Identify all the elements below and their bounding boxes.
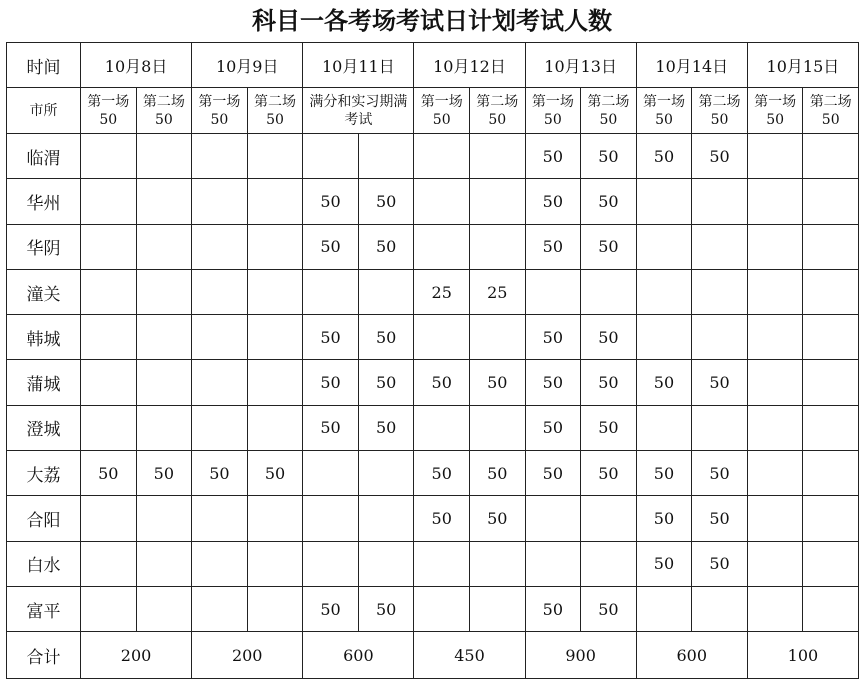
count-cell bbox=[414, 541, 470, 586]
count-cell bbox=[469, 541, 525, 586]
session-header-row bbox=[7, 88, 859, 134]
session-name: 第二场 bbox=[587, 93, 630, 110]
session-name: 第二场 bbox=[142, 93, 185, 110]
count-cell bbox=[358, 451, 414, 496]
count-cell: 50 bbox=[525, 405, 581, 450]
count-cell bbox=[581, 496, 637, 541]
total-cell: 600 bbox=[636, 632, 747, 679]
count-cell bbox=[136, 134, 192, 179]
session-name: 第一场 bbox=[87, 93, 130, 110]
count-cell bbox=[247, 179, 303, 224]
exam-schedule-table bbox=[6, 42, 859, 679]
count-cell bbox=[81, 179, 137, 224]
session-count: 50 bbox=[655, 111, 673, 128]
count-cell bbox=[803, 405, 859, 450]
count-cell: 25 bbox=[469, 269, 525, 314]
table-row bbox=[7, 586, 859, 631]
session-count: 50 bbox=[488, 111, 507, 128]
session-header bbox=[469, 88, 525, 134]
count-cell: 25 bbox=[414, 269, 470, 314]
session-count: 50 bbox=[766, 111, 785, 128]
count-cell bbox=[81, 496, 137, 541]
count-cell bbox=[192, 405, 248, 450]
count-cell: 50 bbox=[303, 360, 359, 405]
time-label: 时间 bbox=[7, 43, 81, 88]
count-cell: 50 bbox=[136, 451, 192, 496]
count-cell bbox=[469, 315, 525, 360]
table-row bbox=[7, 179, 859, 224]
count-cell bbox=[692, 405, 748, 450]
count-cell bbox=[303, 541, 359, 586]
city-name: 澄城 bbox=[7, 405, 81, 450]
count-cell bbox=[303, 496, 359, 541]
count-cell: 50 bbox=[581, 315, 637, 360]
count-cell bbox=[803, 496, 859, 541]
count-cell bbox=[803, 586, 859, 631]
total-row bbox=[7, 632, 859, 679]
count-cell bbox=[192, 496, 248, 541]
table-row bbox=[7, 224, 859, 269]
count-cell bbox=[803, 541, 859, 586]
session-header bbox=[581, 88, 637, 134]
count-cell: 50 bbox=[692, 541, 748, 586]
session-header bbox=[747, 88, 803, 134]
date-header: 10月8日 bbox=[81, 43, 192, 88]
session-header bbox=[136, 88, 192, 134]
count-cell bbox=[747, 315, 803, 360]
count-cell: 50 bbox=[414, 496, 470, 541]
count-cell bbox=[358, 134, 414, 179]
count-cell bbox=[136, 269, 192, 314]
count-cell bbox=[525, 496, 581, 541]
count-cell bbox=[525, 269, 581, 314]
city-name: 富平 bbox=[7, 586, 81, 631]
count-cell: 50 bbox=[414, 451, 470, 496]
count-cell bbox=[136, 224, 192, 269]
session-header bbox=[803, 88, 859, 134]
count-cell: 50 bbox=[192, 451, 248, 496]
count-cell bbox=[136, 405, 192, 450]
count-cell: 50 bbox=[469, 496, 525, 541]
count-cell bbox=[414, 134, 470, 179]
count-cell: 50 bbox=[358, 315, 414, 360]
count-cell: 50 bbox=[581, 224, 637, 269]
table-row bbox=[7, 134, 859, 179]
count-cell bbox=[192, 269, 248, 314]
count-cell bbox=[414, 224, 470, 269]
count-cell: 50 bbox=[414, 360, 470, 405]
count-cell: 50 bbox=[303, 405, 359, 450]
count-cell bbox=[803, 360, 859, 405]
session-header bbox=[525, 88, 581, 134]
date-header: 10月11日 bbox=[303, 43, 414, 88]
count-cell bbox=[469, 179, 525, 224]
session-name: 第二场 bbox=[809, 93, 852, 110]
count-cell bbox=[247, 496, 303, 541]
count-cell bbox=[636, 586, 692, 631]
count-cell bbox=[358, 541, 414, 586]
table-row bbox=[7, 451, 859, 496]
count-cell: 50 bbox=[247, 451, 303, 496]
table-row bbox=[7, 541, 859, 586]
count-cell bbox=[303, 451, 359, 496]
count-cell bbox=[136, 360, 192, 405]
count-cell: 50 bbox=[469, 451, 525, 496]
count-cell bbox=[747, 134, 803, 179]
count-cell: 50 bbox=[581, 134, 637, 179]
count-cell bbox=[636, 315, 692, 360]
count-cell bbox=[747, 496, 803, 541]
count-cell: 50 bbox=[525, 360, 581, 405]
session-name: 第一场 bbox=[754, 93, 797, 110]
count-cell bbox=[81, 224, 137, 269]
count-cell bbox=[247, 315, 303, 360]
count-cell bbox=[136, 541, 192, 586]
count-cell: 50 bbox=[692, 496, 748, 541]
session-name: 第一场 bbox=[198, 93, 241, 110]
count-cell bbox=[747, 586, 803, 631]
count-cell bbox=[192, 541, 248, 586]
count-cell: 50 bbox=[581, 451, 637, 496]
count-cell: 50 bbox=[581, 179, 637, 224]
count-cell bbox=[525, 541, 581, 586]
count-cell bbox=[636, 179, 692, 224]
count-cell bbox=[803, 451, 859, 496]
count-cell bbox=[247, 541, 303, 586]
count-cell bbox=[192, 224, 248, 269]
session-name: 第二场 bbox=[698, 93, 741, 110]
date-header: 10月14日 bbox=[636, 43, 747, 88]
count-cell bbox=[414, 315, 470, 360]
count-cell bbox=[81, 134, 137, 179]
count-cell: 50 bbox=[303, 315, 359, 360]
date-header: 10月13日 bbox=[525, 43, 636, 88]
count-cell: 50 bbox=[358, 405, 414, 450]
session-count: 50 bbox=[210, 111, 229, 128]
count-cell: 50 bbox=[303, 586, 359, 631]
count-cell bbox=[469, 134, 525, 179]
date-header: 10月15日 bbox=[747, 43, 858, 88]
count-cell: 50 bbox=[692, 360, 748, 405]
count-cell bbox=[81, 269, 137, 314]
count-cell: 50 bbox=[636, 134, 692, 179]
count-cell: 50 bbox=[525, 315, 581, 360]
count-cell: 50 bbox=[636, 360, 692, 405]
count-cell bbox=[247, 360, 303, 405]
total-cell: 450 bbox=[414, 632, 525, 679]
count-cell bbox=[636, 224, 692, 269]
count-cell: 50 bbox=[581, 405, 637, 450]
count-cell: 50 bbox=[358, 586, 414, 631]
count-cell bbox=[803, 315, 859, 360]
date-header-row bbox=[7, 43, 859, 88]
count-cell: 50 bbox=[358, 224, 414, 269]
count-cell bbox=[192, 134, 248, 179]
session-header bbox=[636, 88, 692, 134]
count-cell bbox=[747, 360, 803, 405]
count-cell bbox=[136, 179, 192, 224]
count-cell bbox=[581, 541, 637, 586]
count-cell bbox=[747, 224, 803, 269]
count-cell bbox=[136, 586, 192, 631]
count-cell bbox=[303, 269, 359, 314]
special-exam-note: 满分和实习期满考试 bbox=[303, 88, 414, 134]
count-cell: 50 bbox=[358, 179, 414, 224]
city-name: 合阳 bbox=[7, 496, 81, 541]
count-cell: 50 bbox=[469, 360, 525, 405]
count-cell bbox=[747, 179, 803, 224]
count-cell bbox=[803, 179, 859, 224]
count-cell bbox=[81, 405, 137, 450]
count-cell: 50 bbox=[303, 179, 359, 224]
count-cell bbox=[636, 269, 692, 314]
count-cell: 50 bbox=[692, 134, 748, 179]
date-header: 10月12日 bbox=[414, 43, 525, 88]
session-header bbox=[192, 88, 248, 134]
count-cell bbox=[803, 269, 859, 314]
table-row bbox=[7, 269, 859, 314]
session-count: 50 bbox=[266, 111, 284, 128]
session-name: 第一场 bbox=[420, 93, 463, 110]
total-cell: 600 bbox=[303, 632, 414, 679]
table-row bbox=[7, 315, 859, 360]
session-count: 50 bbox=[599, 111, 618, 128]
session-header bbox=[414, 88, 470, 134]
city-name: 华州 bbox=[7, 179, 81, 224]
count-cell bbox=[414, 405, 470, 450]
count-cell: 50 bbox=[525, 451, 581, 496]
count-cell bbox=[692, 315, 748, 360]
count-cell bbox=[414, 586, 470, 631]
count-cell bbox=[136, 496, 192, 541]
count-cell bbox=[636, 405, 692, 450]
count-cell bbox=[303, 134, 359, 179]
city-name: 蒲城 bbox=[7, 360, 81, 405]
count-cell bbox=[358, 496, 414, 541]
count-cell: 50 bbox=[525, 224, 581, 269]
count-cell bbox=[692, 179, 748, 224]
session-count: 50 bbox=[710, 111, 729, 128]
count-cell: 50 bbox=[525, 134, 581, 179]
count-cell: 50 bbox=[581, 586, 637, 631]
count-cell bbox=[247, 405, 303, 450]
city-name: 临渭 bbox=[7, 134, 81, 179]
session-count: 50 bbox=[432, 111, 451, 128]
city-name: 潼关 bbox=[7, 269, 81, 314]
count-cell: 50 bbox=[692, 451, 748, 496]
session-name: 第二场 bbox=[476, 93, 519, 110]
city-name: 华阴 bbox=[7, 224, 81, 269]
session-name: 第二场 bbox=[253, 93, 296, 110]
table-row bbox=[7, 405, 859, 450]
count-cell bbox=[747, 451, 803, 496]
session-count: 50 bbox=[154, 111, 173, 128]
city-label: 市所 bbox=[7, 88, 81, 134]
count-cell bbox=[247, 586, 303, 631]
count-cell bbox=[414, 179, 470, 224]
count-cell bbox=[192, 586, 248, 631]
count-cell bbox=[81, 315, 137, 360]
count-cell bbox=[358, 269, 414, 314]
count-cell bbox=[192, 360, 248, 405]
count-cell: 50 bbox=[525, 586, 581, 631]
count-cell bbox=[581, 269, 637, 314]
session-name: 第一场 bbox=[531, 93, 574, 110]
count-cell: 50 bbox=[358, 360, 414, 405]
count-cell bbox=[803, 134, 859, 179]
count-cell: 50 bbox=[581, 360, 637, 405]
session-name: 第一场 bbox=[642, 93, 685, 110]
count-cell bbox=[692, 269, 748, 314]
session-count: 50 bbox=[543, 111, 562, 128]
count-cell bbox=[692, 224, 748, 269]
count-cell bbox=[747, 269, 803, 314]
count-cell bbox=[469, 405, 525, 450]
count-cell bbox=[747, 405, 803, 450]
total-cell: 100 bbox=[747, 632, 858, 679]
count-cell bbox=[469, 586, 525, 631]
city-name: 白水 bbox=[7, 541, 81, 586]
total-cell: 200 bbox=[192, 632, 303, 679]
count-cell bbox=[192, 315, 248, 360]
date-header: 10月9日 bbox=[192, 43, 303, 88]
count-cell bbox=[81, 360, 137, 405]
total-label: 合计 bbox=[7, 632, 81, 679]
count-cell: 50 bbox=[636, 451, 692, 496]
city-name: 大荔 bbox=[7, 451, 81, 496]
session-count: 50 bbox=[821, 111, 840, 128]
count-cell: 50 bbox=[636, 496, 692, 541]
session-header bbox=[247, 88, 303, 134]
count-cell bbox=[247, 269, 303, 314]
count-cell bbox=[192, 179, 248, 224]
count-cell: 50 bbox=[81, 451, 137, 496]
session-count: 50 bbox=[99, 111, 118, 128]
count-cell bbox=[81, 541, 137, 586]
total-cell: 900 bbox=[525, 632, 636, 679]
count-cell: 50 bbox=[636, 541, 692, 586]
count-cell: 50 bbox=[303, 224, 359, 269]
count-cell bbox=[247, 224, 303, 269]
count-cell bbox=[803, 224, 859, 269]
count-cell bbox=[469, 224, 525, 269]
total-cell: 200 bbox=[81, 632, 192, 679]
count-cell bbox=[247, 134, 303, 179]
count-cell bbox=[81, 586, 137, 631]
city-name: 韩城 bbox=[7, 315, 81, 360]
table-row bbox=[7, 496, 859, 541]
page-title: 科目一各考场考试日计划考试人数 bbox=[252, 7, 612, 35]
count-cell bbox=[747, 541, 803, 586]
session-header bbox=[81, 88, 137, 134]
count-cell bbox=[692, 586, 748, 631]
session-header bbox=[692, 88, 748, 134]
count-cell: 50 bbox=[525, 179, 581, 224]
count-cell bbox=[136, 315, 192, 360]
table-row bbox=[7, 360, 859, 405]
